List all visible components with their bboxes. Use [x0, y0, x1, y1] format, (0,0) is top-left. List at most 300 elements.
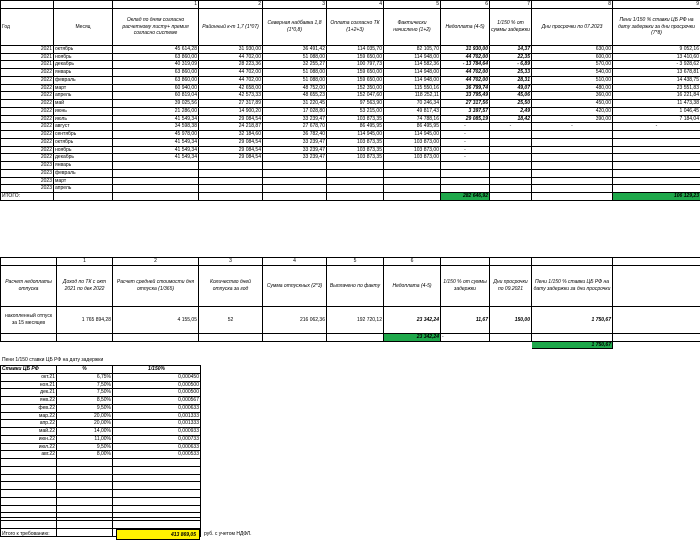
- spacer-cell: [54, 1, 113, 9]
- table-row: [1, 100, 700, 108]
- value-cell: 34 598,38: [113, 123, 199, 131]
- value-cell: 86 495,95: [327, 123, 384, 131]
- empty-row: [1, 482, 201, 490]
- value-cell: 27 678,70: [263, 123, 327, 131]
- table-row: [1, 92, 700, 100]
- vacation-table: [0, 257, 700, 349]
- spacer-cell: [1, 1, 54, 9]
- value-cell: 36 799,74: [441, 84, 490, 92]
- table-row: [1, 443, 201, 451]
- empty-cell: [113, 490, 201, 498]
- empty-cell: [1, 459, 57, 467]
- fraction-cell: 0,000933: [113, 428, 201, 436]
- year-cell: 2022: [1, 107, 54, 115]
- empty-cell: [113, 474, 201, 482]
- value-cell: 14 438,75: [613, 76, 700, 84]
- value-cell: 48 655,23: [263, 92, 327, 100]
- fraction-cell: 0,000500: [113, 389, 201, 397]
- value-cell: 44 702,00: [199, 69, 263, 77]
- value-cell: 390,00: [532, 115, 613, 123]
- value-cell: 21 286,00: [113, 107, 199, 115]
- column-header: Месяц: [54, 8, 113, 45]
- month-cell: янв.22: [1, 397, 57, 405]
- rates-title: Пени 1/150 ставки ЦБ РФ на дату задержки: [2, 357, 104, 363]
- value-cell: 216 062,36: [263, 306, 327, 333]
- table-row: [1, 420, 201, 428]
- total-claim-note: руб. с учетом НДФЛ.: [204, 531, 252, 537]
- column-header: 1/150%: [113, 366, 201, 374]
- rate-cell: 9,50%: [57, 443, 113, 451]
- month-cell: март: [54, 84, 113, 92]
- value-cell: 97 563,90: [327, 100, 384, 108]
- value-cell: 159 650,00: [327, 69, 384, 77]
- value-cell: [263, 185, 327, 193]
- value-cell: 63 860,00: [113, 69, 199, 77]
- table-row: [1, 451, 201, 459]
- value-cell: 42 573,33: [199, 92, 263, 100]
- value-cell: [113, 162, 199, 170]
- value-cell: 192 720,12: [327, 306, 384, 333]
- column-header: Пени 1/150 % ставки ЦБ РФ на дату задержки за дни просрочки (7*8): [613, 8, 700, 45]
- empty-row: [1, 521, 201, 529]
- value-cell: -: [441, 146, 490, 154]
- empty-cell: [57, 466, 113, 474]
- value-cell: 152 047,60: [327, 92, 384, 100]
- empty-cell: [1, 505, 57, 513]
- total-penalty: 1 750,67: [532, 341, 613, 349]
- value-cell: 31 930,00: [199, 45, 263, 53]
- column-header: Дни просрочки по 07.2023: [532, 8, 613, 45]
- table-row: [1, 154, 700, 162]
- rates-table: [0, 365, 201, 537]
- table-row: [1, 169, 700, 177]
- value-cell: [613, 177, 700, 185]
- column-header: Оклад по дням согласно расчетному листу+ премия согласно системе: [113, 8, 199, 45]
- rate-cell: 8,50%: [57, 397, 113, 405]
- year-cell: 2022: [1, 92, 54, 100]
- empty-cell: [57, 521, 113, 529]
- column-number: 3: [199, 258, 263, 266]
- header-row: [1, 8, 700, 45]
- value-cell: 114 948,00: [384, 76, 441, 84]
- value-cell: - 13 784,64: [441, 61, 490, 69]
- table-row: [1, 138, 700, 146]
- value-cell: 39 025,56: [113, 100, 199, 108]
- table-row: [1, 389, 201, 397]
- table-row: [1, 428, 201, 436]
- total-penalty: 106 129,23: [613, 193, 700, 201]
- value-cell: [490, 146, 532, 154]
- rate-cell: 9,50%: [57, 404, 113, 412]
- value-cell: 51 088,00: [263, 69, 327, 77]
- value-cell: 159 650,00: [327, 76, 384, 84]
- value-cell: -: [613, 123, 700, 131]
- value-cell: [327, 162, 384, 170]
- empty-cell: [532, 333, 613, 341]
- table-row: [1, 373, 201, 381]
- column-number: 4: [263, 258, 327, 266]
- spacer-cell: [613, 306, 700, 333]
- total-dash: -: [441, 333, 490, 341]
- value-cell: [199, 185, 263, 193]
- value-cell: 27 317,89: [199, 100, 263, 108]
- value-cell: 27 317,56: [441, 100, 490, 108]
- value-cell: 48 752,00: [263, 84, 327, 92]
- month-cell: июн.22: [1, 435, 57, 443]
- month-cell: май: [54, 100, 113, 108]
- table-row: [1, 381, 201, 389]
- column-header: Ставки ЦБ РФ: [1, 366, 57, 374]
- value-cell: [613, 169, 700, 177]
- value-cell: [441, 162, 490, 170]
- value-cell: 33 239,47: [263, 115, 327, 123]
- value-cell: [113, 169, 199, 177]
- empty-row: [1, 474, 201, 482]
- column-header: 1/150 % от суммы задержки: [490, 8, 532, 45]
- column-header: Фактически начислено (1+2): [384, 8, 441, 45]
- empty-cell: [327, 193, 384, 201]
- value-cell: 63 860,00: [113, 53, 199, 61]
- column-header: Северная надбавка 1,8 (1*0,8): [263, 8, 327, 45]
- empty-cell: [613, 341, 700, 349]
- table-row: [1, 115, 700, 123]
- value-cell: [532, 154, 613, 162]
- value-cell: 28 223,36: [199, 61, 263, 69]
- value-cell: 450,00: [532, 100, 613, 108]
- value-cell: [384, 162, 441, 170]
- value-cell: 44 702,00: [199, 76, 263, 84]
- fraction-cell: 0,000567: [113, 397, 201, 405]
- empty-cell: [57, 474, 113, 482]
- empty-cell: [263, 341, 327, 349]
- spacer-cell: [613, 265, 700, 306]
- value-cell: 7 184,04: [613, 115, 700, 123]
- empty-row: [1, 466, 201, 474]
- year-cell: 2021: [1, 61, 54, 69]
- value-cell: -: [441, 131, 490, 139]
- value-cell: 4 155,05: [113, 306, 199, 333]
- value-cell: 60 940,00: [113, 84, 199, 92]
- empty-cell: [54, 193, 113, 201]
- month-cell: ноябрь: [54, 53, 113, 61]
- empty-cell: [57, 505, 113, 513]
- value-cell: 63 860,00: [113, 76, 199, 84]
- spacer-cell: [613, 258, 700, 266]
- column-number: 2: [199, 1, 263, 9]
- value-cell: 114 035,70: [327, 45, 384, 53]
- value-cell: [441, 177, 490, 185]
- column-header: Оплата согласно ТК (1+2+3): [327, 8, 384, 45]
- spacer-cell: [532, 258, 613, 266]
- value-cell: [532, 138, 613, 146]
- empty-cell: [113, 333, 199, 341]
- value-cell: 103 873,35: [327, 146, 384, 154]
- value-cell: -: [490, 123, 532, 131]
- empty-row: [1, 459, 201, 467]
- table-row: [1, 177, 700, 185]
- empty-cell: [1, 482, 57, 490]
- value-cell: [490, 162, 532, 170]
- month-cell: авг.22: [1, 451, 57, 459]
- spacer-cell: [490, 258, 532, 266]
- table-row: [1, 306, 700, 333]
- value-cell: 53 215,00: [327, 107, 384, 115]
- total-underpay: 23 342,24: [384, 333, 441, 341]
- value-cell: [263, 177, 327, 185]
- value-cell: 29 085,19: [441, 115, 490, 123]
- value-cell: [613, 131, 700, 139]
- value-cell: 13 410,60: [613, 53, 700, 61]
- value-cell: [490, 177, 532, 185]
- column-number-row: [1, 1, 700, 9]
- value-cell: [263, 169, 327, 177]
- table-row: [1, 84, 700, 92]
- value-cell: 420,00: [532, 107, 613, 115]
- fraction-cell: 0,001333: [113, 412, 201, 420]
- column-header: Недоплата (4-5): [384, 265, 441, 306]
- value-cell: - 3 928,62: [613, 61, 700, 69]
- value-cell: 29 084,54: [199, 115, 263, 123]
- value-cell: 600,00: [532, 53, 613, 61]
- total-row: [1, 333, 700, 341]
- value-cell: 33 239,47: [263, 146, 327, 154]
- year-cell: 2022: [1, 146, 54, 154]
- rate-cell: 14,00%: [57, 428, 113, 436]
- column-header: Дни просрочки по 09.2021: [490, 265, 532, 306]
- empty-cell: [490, 193, 532, 201]
- month-cell: май.22: [1, 428, 57, 436]
- column-header: 1/150 % от суммы задержки: [441, 265, 490, 306]
- salary-table: [0, 0, 700, 201]
- month-cell: июл.22: [1, 443, 57, 451]
- value-cell: [113, 185, 199, 193]
- value-cell: 630,00: [532, 45, 613, 53]
- month-cell: мар.22: [1, 412, 57, 420]
- rate-cell: 11,00%: [57, 435, 113, 443]
- value-cell: [441, 169, 490, 177]
- spacer-cell: [613, 333, 700, 341]
- value-cell: [532, 146, 613, 154]
- value-cell: 14,37: [490, 45, 532, 53]
- value-cell: 42 658,00: [199, 84, 263, 92]
- value-cell: [327, 185, 384, 193]
- month-cell: апр.22: [1, 420, 57, 428]
- column-number: 7: [490, 1, 532, 9]
- total-claim-row: [0, 529, 700, 541]
- month-cell: фев.22: [1, 404, 57, 412]
- value-cell: 44 702,00: [199, 53, 263, 61]
- empty-cell: [384, 193, 441, 201]
- year-cell: 2022: [1, 138, 54, 146]
- value-cell: 159 650,00: [327, 53, 384, 61]
- column-number: 6: [384, 258, 441, 266]
- column-number: 1: [113, 1, 199, 9]
- column-header: Сумма отпускных (2*3): [263, 265, 327, 306]
- empty-cell: [263, 333, 327, 341]
- month-cell: апрель: [54, 92, 113, 100]
- value-cell: 11,67: [441, 306, 490, 333]
- table-row: [1, 404, 201, 412]
- column-number: 8: [532, 1, 613, 9]
- value-cell: 114 945,00: [327, 131, 384, 139]
- column-number: 5: [327, 258, 384, 266]
- empty-cell: [441, 341, 490, 349]
- empty-cell: [1, 490, 57, 498]
- empty-cell: [532, 193, 613, 201]
- value-cell: 29 084,54: [199, 146, 263, 154]
- rate-cell: 7,50%: [57, 381, 113, 389]
- column-number: 2: [113, 258, 199, 266]
- spacer-cell: [1, 258, 57, 266]
- value-cell: -: [441, 154, 490, 162]
- month-cell: октябрь: [54, 138, 113, 146]
- empty-cell: [1, 333, 57, 341]
- empty-cell: [57, 490, 113, 498]
- month-cell: октябрь: [54, 45, 113, 53]
- empty-cell: [57, 333, 113, 341]
- value-cell: 60 819,04: [113, 92, 199, 100]
- value-cell: 51 088,00: [263, 53, 327, 61]
- table-row: [1, 185, 700, 193]
- empty-cell: [113, 521, 201, 529]
- empty-row: [1, 497, 201, 505]
- year-cell: 2022: [1, 154, 54, 162]
- value-cell: 70 246,34: [384, 100, 441, 108]
- empty-cell: [490, 333, 532, 341]
- empty-cell: [57, 482, 113, 490]
- value-cell: 33 239,47: [263, 138, 327, 146]
- table-row: [1, 53, 700, 61]
- value-cell: [490, 138, 532, 146]
- value-cell: 16 221,84: [613, 92, 700, 100]
- value-cell: 103 873,35: [327, 138, 384, 146]
- value-cell: [490, 185, 532, 193]
- value-cell: 49,07: [490, 84, 532, 92]
- month-cell: июль: [54, 115, 113, 123]
- column-header: Доход по ТК с окт 2021 по дек 2022: [57, 265, 113, 306]
- month-cell: январь: [54, 162, 113, 170]
- year-cell: 2022: [1, 84, 54, 92]
- value-cell: 510,00: [532, 76, 613, 84]
- value-cell: [613, 146, 700, 154]
- value-cell: 24 218,87: [199, 123, 263, 131]
- table-row: [1, 162, 700, 170]
- value-cell: 44 702,00: [441, 76, 490, 84]
- year-cell: 2022: [1, 123, 54, 131]
- table-row: [1, 45, 700, 53]
- value-cell: 118 252,11: [384, 92, 441, 100]
- value-cell: 23 342,24: [384, 306, 441, 333]
- value-cell: 25,50: [490, 100, 532, 108]
- empty-cell: [1, 497, 57, 505]
- value-cell: [532, 169, 613, 177]
- value-cell: 41 549,34: [113, 138, 199, 146]
- empty-cell: [1, 341, 57, 349]
- value-cell: 18,42: [490, 115, 532, 123]
- empty-cell: [1, 474, 57, 482]
- year-cell: 2022: [1, 69, 54, 77]
- month-cell: декабрь: [54, 61, 113, 69]
- value-cell: 150,00: [490, 306, 532, 333]
- year-cell: 2022: [1, 76, 54, 84]
- row-label: накопленный отпуск за 15 месяцев: [1, 306, 57, 333]
- value-cell: 74 788,16: [384, 115, 441, 123]
- value-cell: 25,33: [490, 69, 532, 77]
- value-cell: 41 549,34: [113, 115, 199, 123]
- value-cell: 45,06: [490, 92, 532, 100]
- value-cell: -: [441, 123, 490, 131]
- value-cell: 570,00: [532, 61, 613, 69]
- empty-cell: [57, 341, 113, 349]
- empty-cell: [113, 459, 201, 467]
- spacer-cell: [441, 258, 490, 266]
- empty-row: [1, 490, 201, 498]
- year-cell: 2021: [1, 53, 54, 61]
- column-number: 6: [441, 1, 490, 9]
- empty-cell: [113, 193, 199, 201]
- empty-cell: [113, 341, 199, 349]
- year-cell: 2022: [1, 100, 54, 108]
- month-cell: сентябрь: [54, 131, 113, 139]
- value-cell: 23 551,83: [613, 84, 700, 92]
- total-claim-label: Итого к требованию:: [2, 531, 50, 537]
- value-cell: 29 084,54: [199, 138, 263, 146]
- table-row: [1, 123, 700, 131]
- month-cell: февраль: [54, 169, 113, 177]
- empty-cell: [113, 505, 201, 513]
- empty-cell: [199, 193, 263, 201]
- value-cell: 103 873,00: [384, 154, 441, 162]
- value-cell: 114 948,00: [384, 69, 441, 77]
- header-row: [1, 265, 700, 306]
- value-cell: 44 702,00: [441, 69, 490, 77]
- rate-cell: 8,00%: [57, 451, 113, 459]
- value-cell: 100 797,73: [327, 61, 384, 69]
- year-cell: 2022: [1, 115, 54, 123]
- value-cell: 1 046,45: [613, 107, 700, 115]
- value-cell: 82 105,70: [384, 45, 441, 53]
- value-cell: 540,00: [532, 69, 613, 77]
- value-cell: 32 184,60: [199, 131, 263, 139]
- value-cell: 103 873,00: [384, 138, 441, 146]
- value-cell: [384, 169, 441, 177]
- value-cell: 152 350,00: [327, 84, 384, 92]
- empty-cell: [327, 341, 384, 349]
- month-cell: март: [54, 177, 113, 185]
- value-cell: 45 614,28: [113, 45, 199, 53]
- total-underpay: 282 646,92: [441, 193, 490, 201]
- column-number: 1: [57, 258, 113, 266]
- empty-cell: [199, 341, 263, 349]
- table-row: [1, 69, 700, 77]
- value-cell: [199, 177, 263, 185]
- year-cell: 2022: [1, 131, 54, 139]
- empty-cell: [199, 333, 263, 341]
- footer-line: [0, 517, 200, 518]
- value-cell: [327, 177, 384, 185]
- year-cell: 2023: [1, 169, 54, 177]
- value-cell: 41 549,34: [113, 146, 199, 154]
- column-header: Год: [1, 8, 54, 45]
- value-cell: [613, 154, 700, 162]
- value-cell: 31 220,45: [263, 100, 327, 108]
- month-cell: апрель: [54, 185, 113, 193]
- value-cell: 9 052,16: [613, 45, 700, 53]
- fraction-cell: 0,000500: [113, 381, 201, 389]
- year-cell: 2023: [1, 177, 54, 185]
- value-cell: 33 795,49: [441, 92, 490, 100]
- value-cell: 17 028,80: [263, 107, 327, 115]
